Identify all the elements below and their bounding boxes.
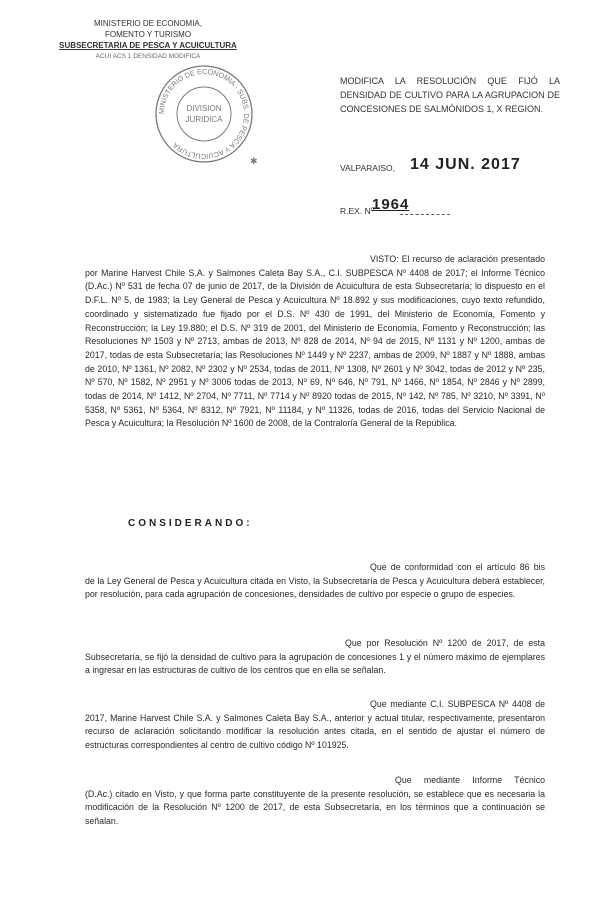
rex-underline bbox=[400, 214, 450, 215]
svg-text:MINISTERIO DE ECONOMIA · SUBS. bbox=[157, 67, 251, 161]
ministry-header bbox=[48, 18, 248, 62]
considerando-heading: CONSIDERANDO: bbox=[128, 518, 253, 529]
ministry-name: MINISTERIO DE ECONOMIA, bbox=[93, 19, 202, 28]
city-label: VALPARAISO, bbox=[340, 163, 395, 173]
stamp-seal-icon bbox=[150, 60, 258, 168]
resolution-date: 14 JUN. 2017 bbox=[410, 156, 521, 173]
considerando-paragraph-2: Que por Resolución Nº 1200 de 2017, de esta Subsecretaría, se fijó la densidad de cultivo para la agrupación de concesiones 1 y el número máximo de ejemplares a ingresar en las estructuras de cultivo de los centros que en ella se señalan. bbox=[85, 638, 545, 676]
considerando-paragraph-3: Que mediante C.I. SUBPESCA Nº 4408 de 2017, Marine Harvest Chile S.A. y Salmones Caleta Bay S.A., anterior y actual titular, respectivamente, presentaron recurso de aclaración solicitando modificar la resolución antes citada, en el sentido de ajustar el número de estructuras correspondientes al centro de cultivo código Nº 101925. bbox=[85, 699, 545, 751]
stamp-star-icon: ✱ bbox=[250, 156, 258, 166]
stamp-ring-text: MINISTERIO DE ECONOMIA · SUBS. DE PESCA Y ACUICULTURA bbox=[156, 66, 252, 162]
considerando-paragraph-1: Que de conformidad con el artículo 86 bis de la Ley General de Pesca y Acuicultura citada en Visto, la Subsecretaría de Pesca y Acuicultura deberá establecer, por resolución, para cada agrupación de concesiones, densidades de cultivo por especie o grupo de especies. bbox=[85, 562, 545, 600]
rex-number: 1964 bbox=[372, 196, 410, 213]
division-juridica-stamp bbox=[150, 60, 258, 168]
resolution-title: MODIFICA LA RESOLUCIÓN QUE FIJÓ LA DENSIDAD DE CULTIVO PARA LA AGRUPACION DE CONCESIONES DE SALMÓNIDOS 1, X REGION. bbox=[340, 76, 560, 114]
rex-label: R.EX. Nº bbox=[340, 206, 374, 216]
subsecretaria-name: SUBSECRETARIA DE PESCA Y ACUICULTURA bbox=[59, 41, 237, 50]
considerando-paragraph-4: Que mediante Informe Técnico (D.Ac.) citado en Visto, y que forma parte constituyente de la presente resolución, se establece que es necesaria la modificación de la Resolución Nº 1200 de 2017, de esta Subsecretaría, en los términos que a continuación se señalan. bbox=[85, 775, 545, 827]
ministry-name-cont: FOMENTO Y TURISMO bbox=[104, 30, 192, 39]
stamp-center-line2: JURIDICA bbox=[185, 115, 223, 124]
file-reference: ACUI ACS 1 DENSIDAD MODIFICA bbox=[95, 53, 201, 60]
visto-paragraph: VISTO: El recurso de aclaración presentado por Marine Harvest Chile S.A. y Salmones Caleta Bay S.A., C.I. SUBPESCA Nº 4408 de 2017; el Informe Técnico (D.Ac.) Nº 531 de fecha 07 de junio de 2017, de la División de Acuicultura de esta Subsecretaría; lo dispuesto en el D.F.L. Nº 5, de 1983; la Ley General de Pesca y Acuicultura Nº 18.892 y sus modificaciones, cuyo texto refundido, coordinado y sistematizado fue fijado por el D.S. Nº 430 de 1991, del Ministerio de Economía, Fomento y Reconstrucción; la Ley 19.880; el D.S. Nº 319 de 2001, del Ministerio de Economía, Fomento y Reconstrucción; las Resoluciones Nº 1503 y Nº 2713, ambas de 2013, Nº 828 de 2014, Nº 94 de 2015, Nº 1131 y Nº 1200, ambas de 2017, todas de esta Subsecretaría; las Resoluciones Nº 1449 y Nº 2237, ambas de 2009, Nº 1887 y Nº 1888, ambas de 2010, Nº 1361, Nº 2082, Nº 2302 y Nº 2534, todas de 2011, Nº 1308, Nº 2601 y Nº 3042, todas de 2012 y Nº 235, Nº 570, Nº 1582, Nº 2951 y Nº 3006 todas de 2013, Nº 69, Nº 646, Nº 791, Nº 1466, Nº 1854, Nº 2846 y Nº 2899, todas de 2014, Nº 1412, Nº 2704, Nº 7711, Nº 7714 y Nº 8920 todas de 2015, Nº 142, Nº 785, Nº 3210, Nº 3391, Nº 5358, Nº 5361, Nº 5364, Nº 8312, Nº 7921, Nº 11184, y Nº 11326, todas de 2016, todas del Servicio Nacional de Pesca y Acuicultura; la Resolución Nº 1600 de 2008, de la Contraloría General de la República. bbox=[85, 254, 545, 429]
stamp-center-line1: DIVISION bbox=[186, 104, 222, 113]
